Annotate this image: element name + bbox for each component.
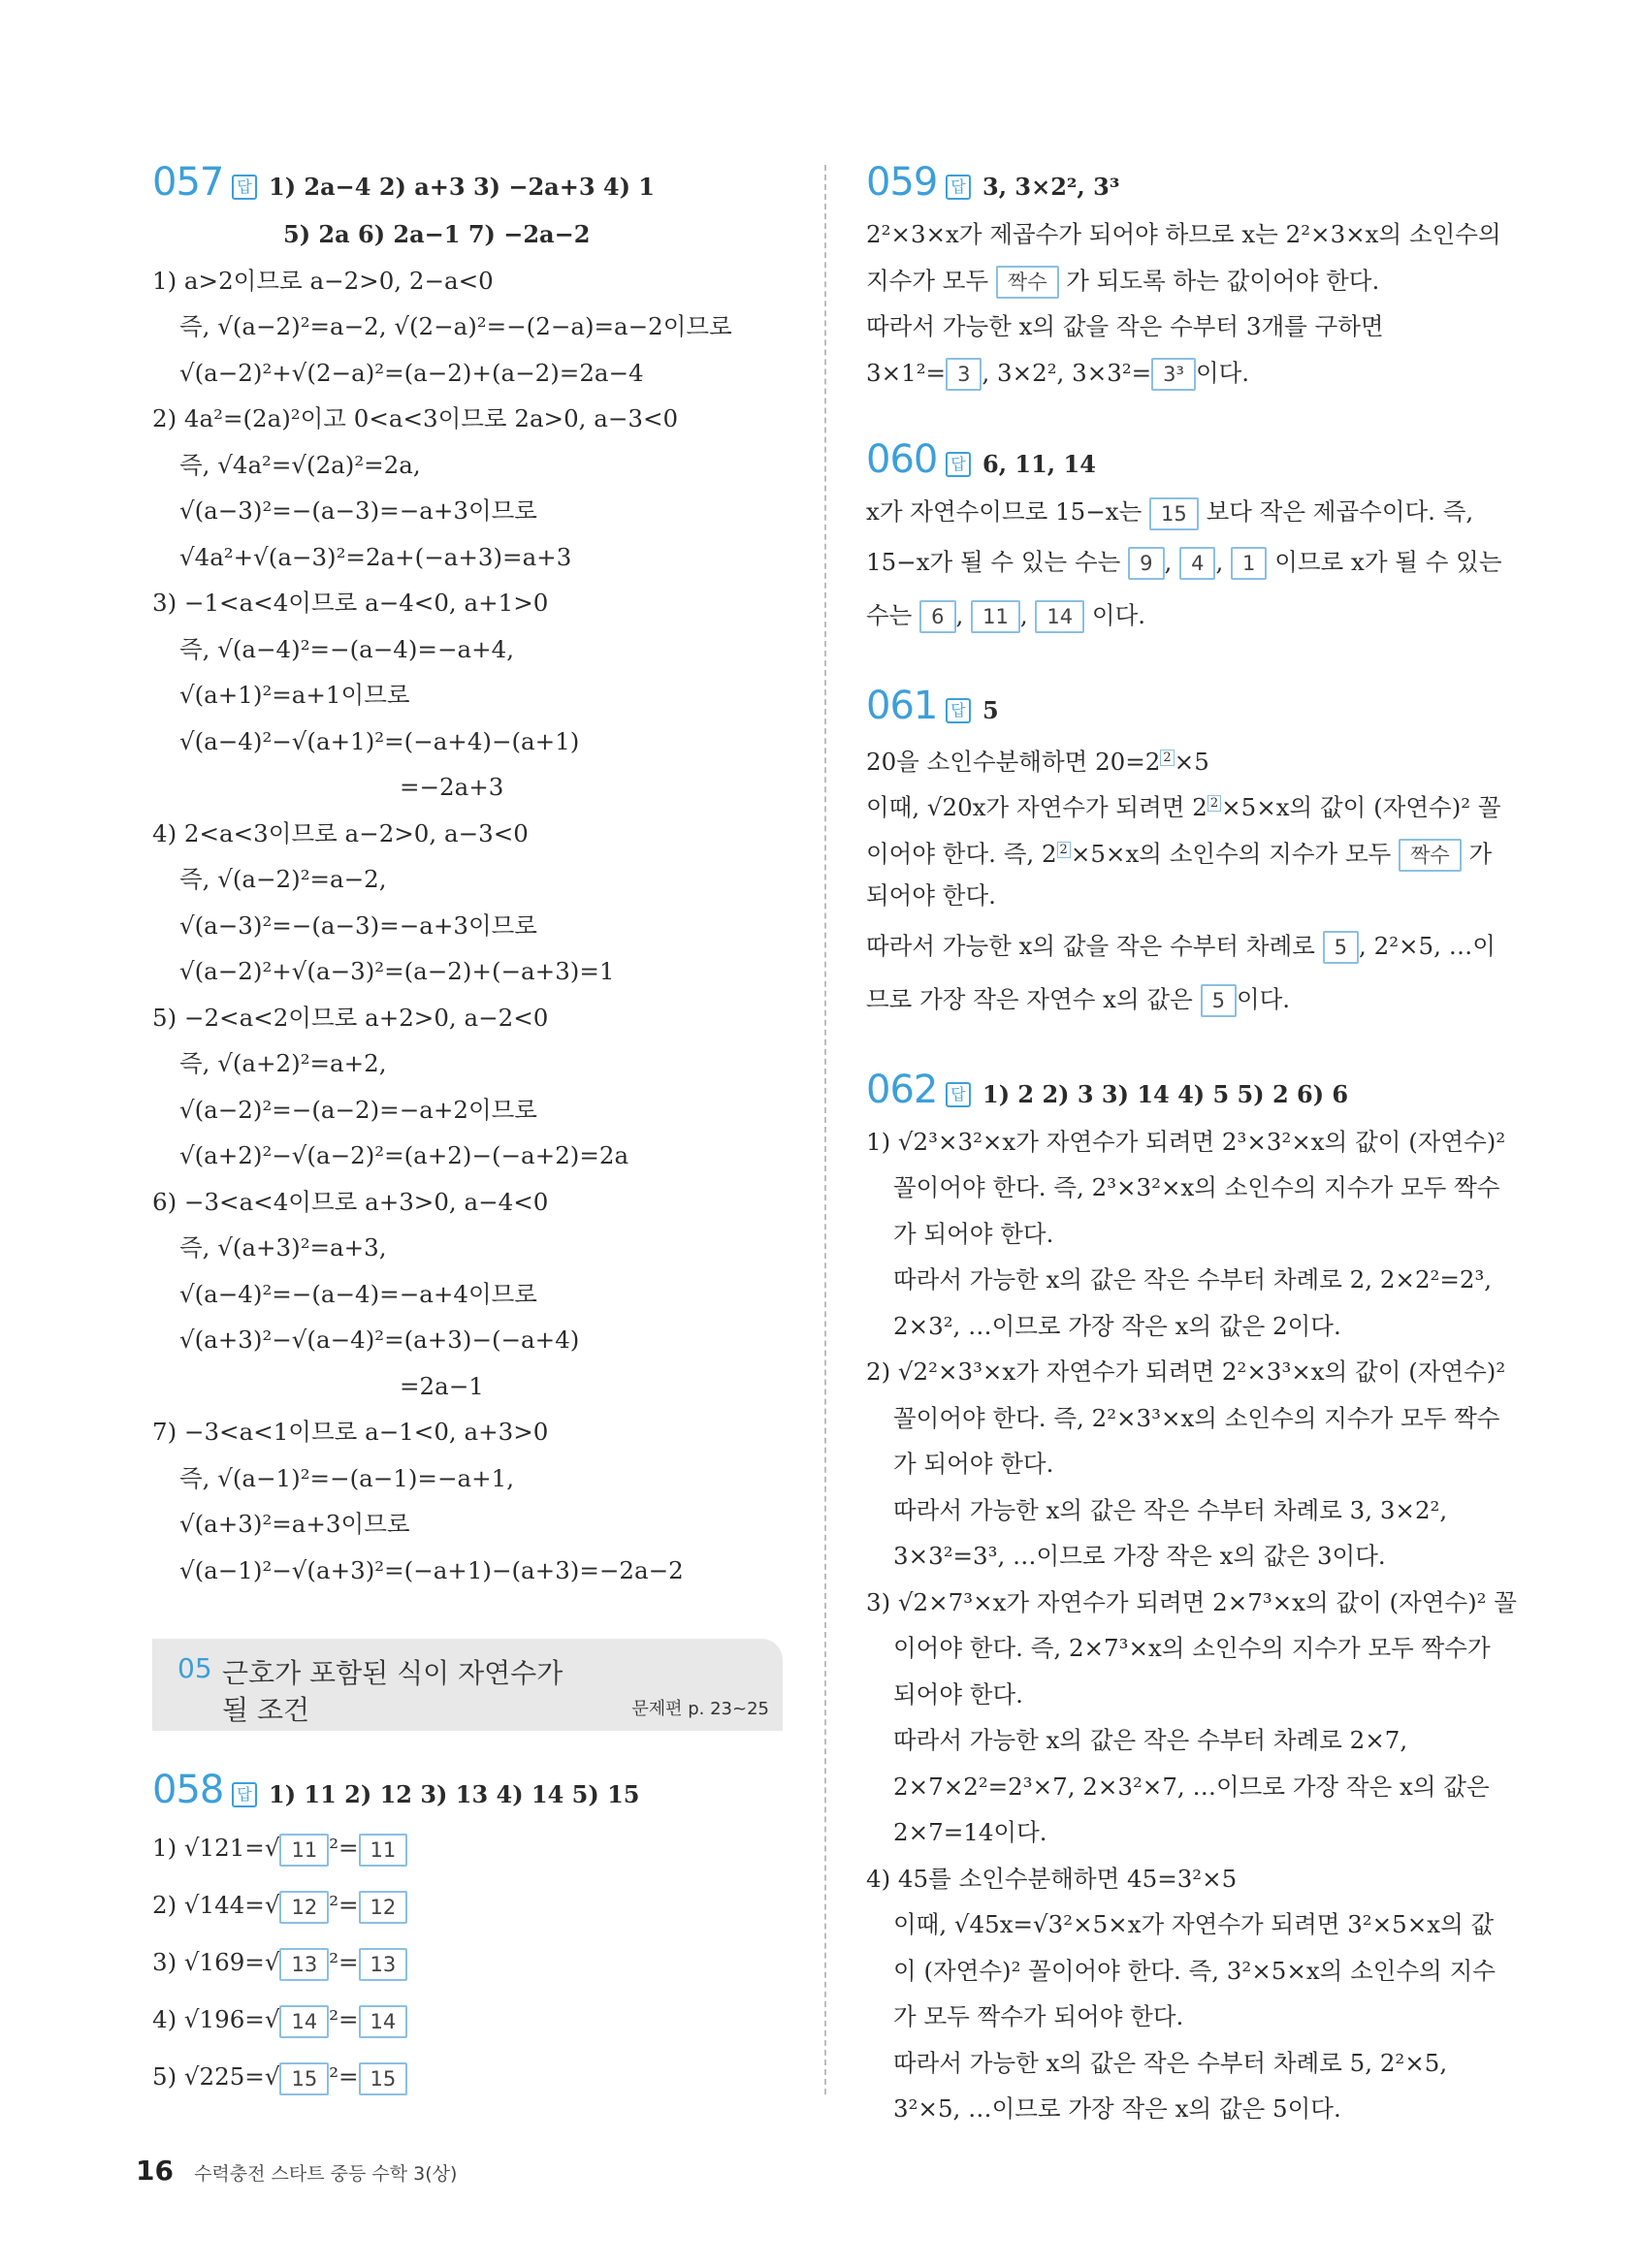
text: 가 [1461, 839, 1493, 868]
solution-line: √(a−2)²=−(a−2)=−a+2이므로 [179, 1095, 537, 1124]
solution-line: 4) 45를 소인수분해하면 45=3²×5 [866, 1864, 1238, 1893]
text: 보다 작은 제곱수이다. 즉, [1198, 497, 1474, 526]
text: 15−x가 될 수 있는 수는 [866, 547, 1129, 576]
text: 므로 가장 작은 자연수 x의 값은 [866, 984, 1201, 1013]
row-equals: ²= [329, 1834, 359, 1862]
text: ×5×x의 소인수의 지수가 모두 [1070, 839, 1400, 868]
answer-box: 12 [279, 1891, 329, 1924]
solution-line: 1) √2³×3²×x가 자연수가 되려면 2³×3²×x의 값이 (자연수)² [866, 1127, 1506, 1156]
solution-line: 수는 6 , 11 , 14 이다. [866, 589, 1497, 642]
solution-line: √(a−1)²−√(a+3)²=(−a+1)−(a+3)=−2a−2 [179, 1555, 684, 1584]
text: ×5 [1174, 747, 1209, 776]
section-title-line-1: 근호가 포함된 식이 자연수가 [222, 1657, 563, 1689]
solution-line: 2) 4a²=(2a)²이고 0<a<3이므로 2a>0, a−3<0 [152, 404, 679, 432]
answer-badge-icon: 답 [232, 175, 257, 200]
solution-line: 6) −3<a<4이므로 a+3>0, a−4<0 [152, 1187, 549, 1216]
text: 20을 소인수분해하면 20=2 [866, 747, 1161, 776]
solution-line: 4) 2<a<3이므로 a−2>0, a−3<0 [152, 818, 529, 847]
solution-line: 2×7×2²=2³×7, 2×3²×7, …이므로 가장 작은 x의 값은 [893, 1772, 1490, 1801]
solution-line: 즉, √(a−1)²=−(a−1)=−a+1, [179, 1463, 514, 1492]
answer-box: 14 [279, 2005, 329, 2038]
solution-line [866, 735, 1497, 782]
solution-line: 즉, √4a²=√(2a)²=2a, [179, 450, 421, 479]
solution-line [866, 489, 1497, 535]
row-label: 3) √169=√ [152, 1948, 280, 1976]
solution-line: 이 (자연수)² 꼴이어야 한다. 즉, 3²×5×x의 소인수의 지수 [893, 1956, 1496, 1985]
text: 이때, √20x가 자연수가 되려면 2 [866, 793, 1207, 822]
solution-line: 되어야 한다. [866, 881, 996, 910]
answer-box: 14 [1035, 600, 1084, 633]
section-05-banner [152, 1639, 783, 1731]
answer-box: 11 [359, 1834, 408, 1867]
solution-line: 따라서 가능한 x의 값은 작은 수부터 차례로 3, 3×2², [893, 1495, 1448, 1524]
solution-line: 가 되어야 한다. [893, 1450, 1054, 1478]
spacer [866, 396, 1497, 432]
solution-line: √(a+3)²=a+3이므로 [179, 1510, 410, 1538]
solution-line: 2) √2²×3³×x가 자연수가 되려면 2²×3³×x의 값이 (자연수)² [866, 1358, 1506, 1386]
problem-number: 062 [866, 1067, 938, 1112]
text: 수는 [866, 600, 920, 629]
problem-059-header [866, 155, 1497, 209]
solution-line: 되어야 한다. [893, 1679, 1023, 1709]
problem-062-header [866, 1063, 1497, 1117]
solution-line: 즉, √(a+3)²=a+3, [179, 1233, 387, 1262]
solution-line: 따라서 가능한 x의 값은 작은 수부터 차례로 2×7, [893, 1726, 1408, 1754]
solution-line: 따라서 가능한 x의 값을 작은 수부터 3개를 구하면 [866, 312, 1384, 340]
row-equals: ²= [329, 1948, 359, 1976]
solution-line: 3) √2×7³×x가 자연수가 되려면 2×7³×x의 값이 (자연수)² 꼴 [866, 1587, 1517, 1616]
solution-line: 3×3²=3³, …이므로 가장 작은 x의 값은 3이다. [893, 1542, 1386, 1570]
solution-row [152, 1876, 783, 1933]
solution-line: 2×7=14이다. [893, 1818, 1047, 1846]
section-page-reference: 문제편 p. 23~25 [631, 1699, 769, 1719]
solution-line [866, 350, 1497, 397]
solution-line: 3) −1<a<4이므로 a−4<0, a+1>0 [152, 589, 549, 617]
text: 이다. [1084, 600, 1146, 629]
solution-line: 7) −3<a<1이므로 a−1<0, a+3>0 [152, 1418, 549, 1446]
solution-line: =−2a+3 [400, 773, 504, 801]
solution-line: =2a−1 [400, 1371, 484, 1400]
solution-line [866, 919, 1497, 973]
answer-box: 15 [279, 2062, 329, 2095]
answer-line-1: 1) 2a−4 2) a+3 3) −2a+3 4) 1 [269, 173, 655, 201]
problem-058 [152, 1763, 783, 2105]
solution-line: 즉, √(a−4)²=−(a−4)=−a+4, [179, 634, 514, 663]
text: 가 되도록 하는 값이어야 한다. [1058, 266, 1380, 295]
answer-box: 6 [919, 600, 955, 633]
answer-line: 3, 3×2², 3³ [982, 173, 1120, 201]
text: , 3×2², 3×3²= [982, 358, 1152, 387]
answer-line: 1) 11 2) 12 3) 13 4) 14 5) 15 [269, 1780, 640, 1808]
solution-line: 3²×5, …이므로 가장 작은 x의 값은 5이다. [893, 2094, 1341, 2123]
row-label: 4) √196=√ [152, 2005, 280, 2033]
right-column [866, 155, 1517, 2132]
text: 이다. [1195, 358, 1250, 387]
solution-line: √(a−2)²+√(a−3)²=(a−2)+(−a+3)=1 [179, 957, 615, 985]
solution-line: 따라서 가능한 x의 값은 작은 수부터 차례로 5, 2²×5, [893, 2048, 1448, 2077]
answer-box: 4 [1179, 547, 1215, 580]
page-number: 16 [136, 2155, 174, 2187]
solution-line: 이때, √45x=√3²×5×x가 자연수가 되려면 3²×5×x의 값 [893, 1910, 1495, 1938]
problem-060-header [866, 432, 1497, 487]
solution-line: 가 모두 짝수가 되어야 한다. [893, 2002, 1184, 2030]
solution-line: 꼴이어야 한다. 즉, 2³×3²×x의 소인수의 지수가 모두 짝수 [893, 1173, 1500, 1201]
text: 지수가 모두 [866, 266, 996, 295]
solution-line: 2×3², …이므로 가장 작은 x의 값은 2이다. [893, 1311, 1341, 1340]
left-column [152, 155, 783, 1593]
book-title: 수력충전 스타트 중등 수학 3(상) [194, 2163, 458, 2185]
answer-badge-icon: 답 [232, 1782, 257, 1807]
answer-box: 12 [359, 1891, 408, 1924]
solution-line: √(a+3)²−√(a−4)²=(a+3)−(−a+4) [179, 1326, 580, 1354]
problem-number: 057 [152, 160, 224, 205]
problem-number: 058 [152, 1768, 224, 1812]
problem-number: 061 [866, 683, 938, 728]
solution-line: 가 되어야 한다. [893, 1219, 1054, 1248]
answer-box: 14 [359, 2005, 408, 2038]
solution-line: 5) −2<a<2이므로 a+2>0, a−2<0 [152, 1003, 549, 1032]
answer-box: 3³ [1151, 358, 1196, 391]
answer-line-2: 5) 2a 6) 2a−1 7) −2a−2 [283, 220, 591, 248]
answer-box: 13 [279, 1948, 329, 1981]
answer-line: 6, 11, 14 [982, 450, 1096, 478]
answer-box: 3 [946, 358, 982, 391]
row-label: 2) √144=√ [152, 1891, 280, 1919]
answer-box: 15 [1149, 497, 1199, 530]
answer-badge-icon: 답 [946, 698, 971, 723]
solution-line: √(a+1)²=a+1이므로 [179, 681, 410, 709]
answer-line: 1) 2 2) 3 3) 14 4) 5 5) 2 6) 6 [982, 1079, 1349, 1108]
answer-box: 짝수 [1399, 839, 1462, 872]
solution-row [152, 1991, 783, 2048]
solution-line: √(a+2)²−√(a−2)²=(a+2)−(−a+2)=2a [179, 1141, 629, 1169]
text: 따라서 가능한 x의 값을 작은 수부터 차례로 [866, 931, 1323, 960]
solution-line: 즉, √(a−2)²=a−2, √(2−a)²=−(2−a)=a−2이므로 [179, 312, 732, 340]
row-equals: ²= [329, 2062, 359, 2091]
solution-line [866, 827, 1497, 874]
problem-061-header [866, 679, 1497, 733]
spacer [866, 1026, 1497, 1063]
answer-box: 11 [279, 1834, 329, 1867]
section-title-line-2: 될 조건 [222, 1694, 310, 1726]
answer-box: 1 [1231, 547, 1267, 580]
row-label: 5) √225=√ [152, 2062, 280, 2091]
answer-badge-icon: 답 [946, 452, 971, 477]
spacer [866, 642, 1497, 679]
text: 3×1²= [866, 358, 947, 387]
solution-line: 즉, √(a−2)²=a−2, [179, 865, 387, 893]
problem-058-header [152, 1763, 783, 1817]
answer-badge-icon: 답 [946, 1082, 971, 1107]
text: ×5×x의 값이 (자연수)² 꼴 [1221, 793, 1501, 822]
solution-line: 따라서 가능한 x의 값은 작은 수부터 차례로 2, 2×2²=2³, [893, 1265, 1493, 1294]
solution-line: 꼴이어야 한다. 즉, 2²×3³×x의 소인수의 지수가 모두 짝수 [893, 1403, 1500, 1432]
row-equals: ²= [329, 1891, 359, 1919]
solution-row [152, 1933, 783, 1991]
text: 이다. [1236, 984, 1291, 1013]
problem-number: 060 [866, 437, 938, 482]
solution-line: 1) a>2이므로 a−2>0, 2−a<0 [152, 266, 494, 295]
superscript-box: 2 [1207, 795, 1221, 812]
answer-box: 11 [971, 600, 1020, 633]
solution-row [152, 2048, 783, 2105]
column-divider [824, 165, 826, 2094]
solution-line: 이어야 한다. 즉, 2×7³×x의 소인수의 지수가 모두 짝수가 [893, 1634, 1491, 1662]
answer-box: 13 [359, 1948, 408, 1981]
solution-line: √(a−3)²=−(a−3)=−a+3이므로 [179, 910, 537, 940]
section-number: 05 [177, 1652, 212, 1684]
problem-number: 059 [866, 160, 938, 205]
answer-box: 짝수 [996, 266, 1059, 299]
solution-line: √(a−4)²−√(a+1)²=(−a+4)−(a+1) [179, 726, 580, 755]
solution-row [152, 1819, 783, 1876]
answer-box: 5 [1323, 931, 1359, 964]
answer-box: 5 [1201, 984, 1237, 1017]
row-equals: ²= [329, 2005, 359, 2033]
solution-line: √(a−3)²=−(a−3)=−a+3이므로 [179, 496, 537, 525]
text: , 2²×5, …이 [1359, 931, 1496, 960]
solution-line: 15−x가 될 수 있는 수는 9 , 4 , 1 이므로 x가 될 수 있는 [866, 535, 1497, 589]
solution-line [866, 781, 1501, 827]
answer-line: 5 [982, 695, 999, 724]
problem-057-header [152, 155, 783, 209]
solution-line: √(a−4)²=−(a−4)=−a+4이므로 [179, 1279, 537, 1308]
text: 이어야 한다. 즉, 2 [866, 839, 1057, 868]
solution-line: √(a−2)²+√(2−a)²=(a−2)+(a−2)=2a−4 [179, 358, 644, 387]
solution-line [866, 258, 1497, 304]
solution-line [866, 973, 1497, 1026]
row-label: 1) √121=√ [152, 1834, 280, 1862]
solution-line: 즉, √(a+2)²=a+2, [179, 1049, 387, 1077]
answer-box: 9 [1128, 547, 1164, 580]
answer-box: 15 [359, 2062, 408, 2095]
text: x가 자연수이므로 15−x는 [866, 497, 1150, 526]
text: 이므로 x가 될 수 있는 [1267, 547, 1502, 576]
solution-line: √4a²+√(a−3)²=2a+(−a+3)=a+3 [179, 542, 572, 571]
answer-badge-icon: 답 [946, 175, 971, 200]
superscript-box: 2 [1057, 842, 1071, 858]
superscript-box: 2 [1160, 750, 1174, 766]
page-footer [136, 2155, 457, 2187]
solution-line: 2²×3×x가 제곱수가 되어야 하므로 x는 2²×3×x의 소인수의 [866, 220, 1501, 248]
